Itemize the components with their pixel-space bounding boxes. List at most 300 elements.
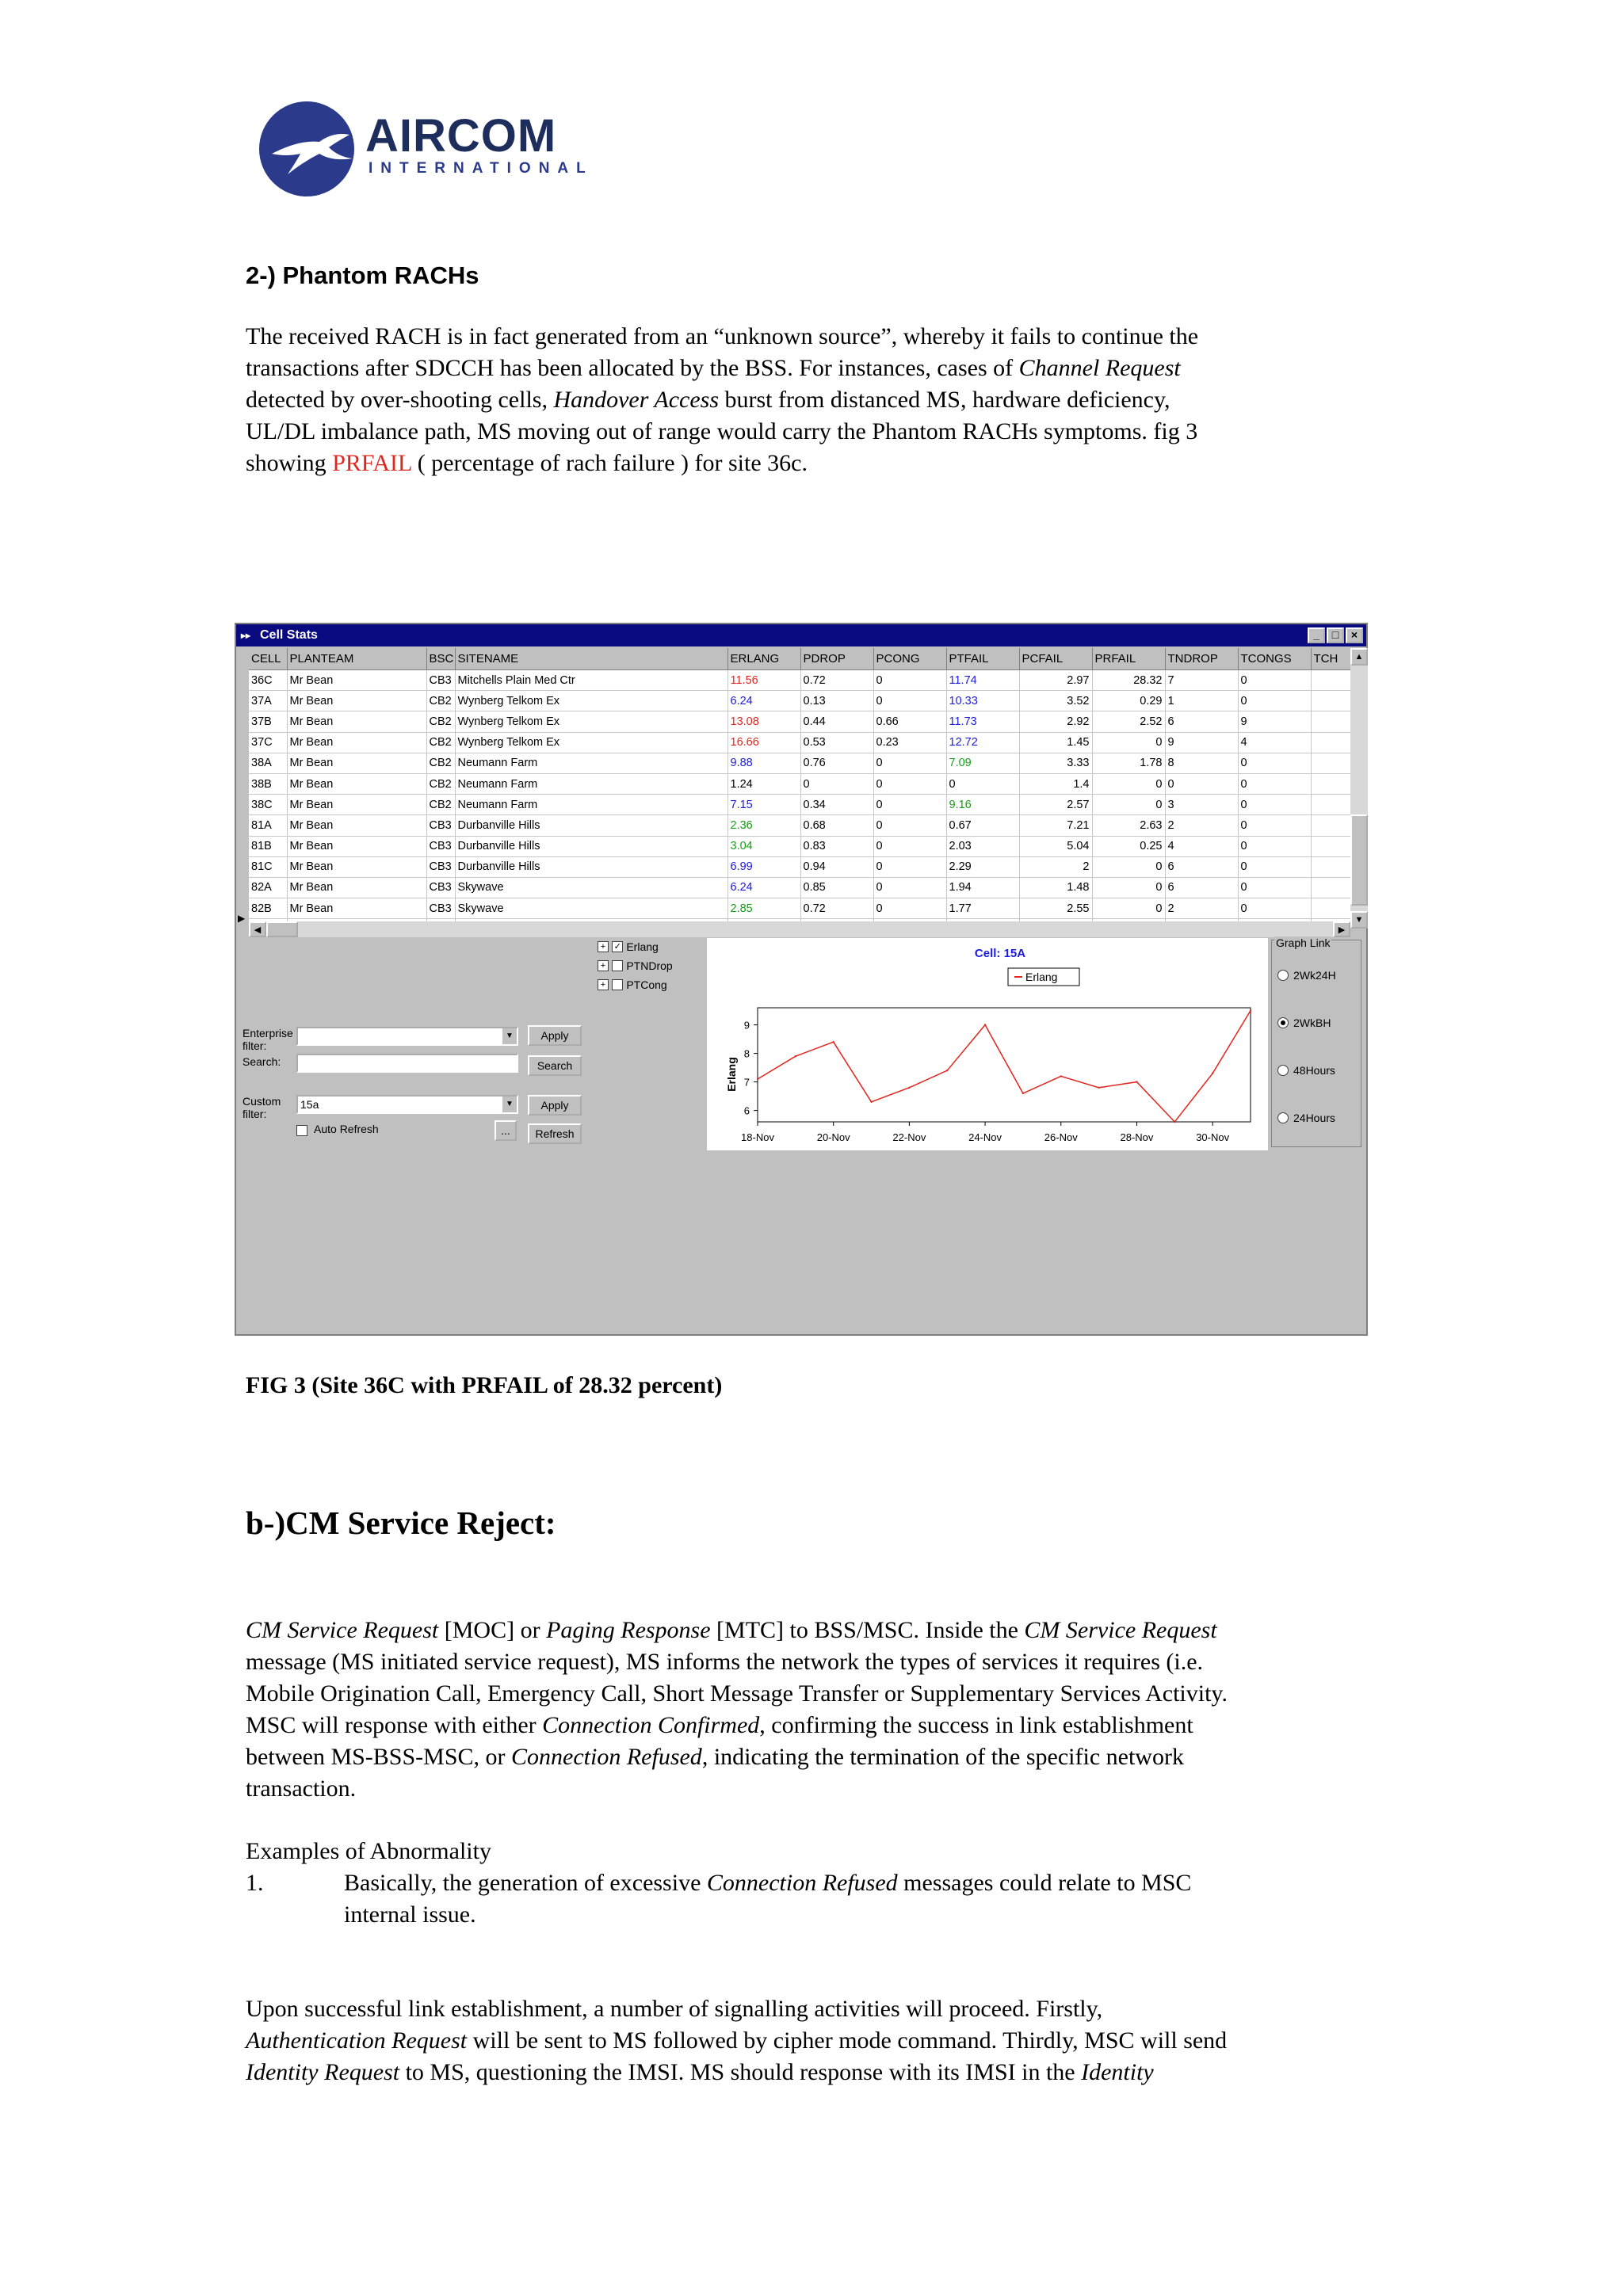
table-cell[interactable]: Durbanville Hills	[455, 815, 727, 836]
list-text: Basically, the generation of excessive Connection Refused messages could relate to MSC internal issue.	[344, 1870, 1192, 1928]
apply-enterprise-button[interactable]: Apply	[528, 1025, 582, 1046]
data-point	[795, 1055, 796, 1057]
table-cell[interactable]: 2.97	[1019, 670, 1092, 691]
cm-service-paragraph	[246, 1615, 1377, 1805]
table-cell[interactable]: 0.34	[800, 795, 873, 815]
window-title: Cell Stats	[260, 628, 318, 642]
table-cell[interactable]: Mr Bean	[287, 773, 426, 794]
table-cell[interactable]	[1311, 836, 1350, 856]
vertical-scroll-thumb[interactable]	[1350, 814, 1368, 906]
data-point	[832, 1041, 834, 1043]
para-line: CM Service Request [MOC] or Paging Response [MTC] to BSS/MSC. Inside the CM Service Request	[246, 1617, 1217, 1643]
table-cell[interactable]: 0	[1092, 877, 1165, 898]
chart-title: Cell: 15A	[974, 947, 1026, 960]
prfail-highlight: PRFAIL	[332, 450, 412, 476]
table-cell[interactable]: CB3	[426, 898, 455, 919]
table-cell[interactable]: 1	[1165, 691, 1238, 711]
table-row[interactable]	[249, 815, 1350, 836]
table-cell[interactable]: 0.85	[800, 877, 873, 898]
table-cell[interactable]: 1.48	[1019, 877, 1092, 898]
table-row[interactable]	[249, 795, 1350, 815]
table-row[interactable]	[249, 670, 1350, 691]
table-cell[interactable]: 1.24	[727, 773, 800, 794]
table-cell[interactable]: 6.24	[727, 877, 800, 898]
table-cell[interactable]: 9.88	[727, 753, 800, 773]
table-cell[interactable]	[1311, 732, 1350, 753]
table-cell[interactable]: 37A	[249, 691, 287, 711]
radio-label: 24Hours	[1293, 1112, 1335, 1125]
graph-link-option[interactable]	[1277, 968, 1336, 982]
table-cell[interactable]: 0	[1092, 856, 1165, 877]
table-cell[interactable]: 1.94	[946, 877, 1019, 898]
table-cell[interactable]: 38C	[249, 795, 287, 815]
table-cell[interactable]: 9	[1165, 732, 1238, 753]
table-cell[interactable]: 16.66	[727, 732, 800, 753]
minimize-button[interactable]: _	[1308, 627, 1325, 643]
scroll-right-button[interactable]: ▶	[1333, 921, 1350, 937]
table-cell[interactable]: 9.16	[946, 795, 1019, 815]
table-row[interactable]	[249, 877, 1350, 898]
data-point	[1212, 1073, 1213, 1074]
current-row-indicator-icon: ▶	[238, 913, 246, 924]
table-cell[interactable]: 0	[873, 877, 946, 898]
examples-block	[246, 1836, 1377, 1931]
table-cell[interactable]: 36C	[249, 670, 287, 691]
graph-link-option[interactable]	[1277, 1063, 1335, 1077]
data-point	[908, 1087, 910, 1089]
table-cell[interactable]	[1311, 856, 1350, 877]
chevron-down-icon[interactable]: ▼	[502, 1028, 517, 1044]
table-cell[interactable]: 0	[1092, 732, 1165, 753]
horizontal-scrollbar[interactable]	[249, 921, 1350, 937]
radio-label: 2WkBH	[1293, 1016, 1331, 1030]
table-cell[interactable]: CB3	[426, 836, 455, 856]
table-cell[interactable]: Durbanville Hills	[455, 836, 727, 856]
erlang-line-chart	[707, 938, 1268, 1150]
table-cell[interactable]: Wynberg Telkom Ex	[455, 691, 727, 711]
para-line: Authentication Request will be sent to MS followed by cipher mode command. Thirdly, MSC will send	[246, 2027, 1228, 2054]
bird-logo-icon	[256, 98, 357, 200]
table-cell[interactable]: 28.32	[1092, 670, 1165, 691]
expand-icon[interactable]: +	[598, 960, 609, 971]
series-item-ptndrop[interactable]: + PTNDrop	[598, 959, 673, 972]
table-cell[interactable]: CB2	[426, 795, 455, 815]
table-cell[interactable]: 0	[873, 898, 946, 919]
table-cell[interactable]: 0	[1238, 753, 1311, 773]
list-number: 1.	[246, 1870, 264, 1896]
table-cell[interactable]: Mr Bean	[287, 815, 426, 836]
data-point	[870, 1101, 872, 1103]
table-header-row	[249, 648, 1350, 670]
table-cell[interactable]: 2.03	[946, 836, 1019, 856]
table-cell[interactable]: 7.15	[727, 795, 800, 815]
table-cell[interactable]: 11.74	[946, 670, 1019, 691]
data-point	[1174, 1121, 1175, 1123]
table-cell[interactable]: 0.83	[800, 836, 873, 856]
para-line: transaction.	[246, 1775, 357, 1802]
para-line: between MS-BSS-MSC, or Connection Refused, indicating the termination of the specific network	[246, 1744, 1184, 1770]
x-tick-label: 20-Nov	[816, 1131, 850, 1143]
column-header[interactable]: PRFAIL	[1092, 648, 1165, 670]
table-cell[interactable]: 2.63	[1092, 815, 1165, 836]
table-cell[interactable]: Skywave	[455, 877, 727, 898]
table-cell[interactable]: 0	[873, 773, 946, 794]
table-cell[interactable]: 0	[1092, 795, 1165, 815]
auto-refresh-checkbox[interactable]	[296, 1125, 307, 1136]
column-header[interactable]: PDROP	[800, 648, 873, 670]
table-cell[interactable]: Neumann Farm	[455, 795, 727, 815]
data-point	[984, 1024, 986, 1025]
stats-table	[249, 648, 1350, 921]
data-point	[1136, 1081, 1137, 1082]
table-cell[interactable]: Mr Bean	[287, 795, 426, 815]
x-tick-label: 26-Nov	[1044, 1131, 1078, 1143]
figure-caption: FIG 3 (Site 36C with PRFAIL of 28.32 percent)	[246, 1372, 723, 1398]
table-cell[interactable]: 0	[1092, 898, 1165, 919]
table-cell[interactable]: CB3	[426, 877, 455, 898]
table-cell[interactable]: 12.72	[946, 732, 1019, 753]
table-cell[interactable]: 0	[1092, 773, 1165, 794]
column-header[interactable]: CELL	[249, 648, 287, 670]
table-cell[interactable]: Skywave	[455, 898, 727, 919]
graph-link-group	[1270, 938, 1363, 1150]
column-header[interactable]: TCH	[1311, 648, 1350, 670]
graph-link-option[interactable]	[1277, 1016, 1331, 1029]
table-cell[interactable]: 2	[1165, 898, 1238, 919]
column-header[interactable]: PLANTEAM	[287, 648, 426, 670]
scroll-left-button[interactable]: ◀	[249, 921, 266, 937]
table-cell[interactable]: 2.55	[1019, 898, 1092, 919]
series-item-ptcong[interactable]: + PTCong	[598, 978, 667, 991]
para-line: Mobile Origination Call, Emergency Call, Short Message Transfer or Supplementary Services Activity.	[246, 1680, 1228, 1707]
table-cell[interactable]: 6.99	[727, 856, 800, 877]
column-header[interactable]: SITENAME	[455, 648, 727, 670]
table-cell[interactable]: 2.92	[1019, 711, 1092, 732]
table-cell[interactable]	[1311, 877, 1350, 898]
table-cell[interactable]: 37C	[249, 732, 287, 753]
column-header[interactable]: PTFAIL	[946, 648, 1019, 670]
y-axis-label: Erlang	[725, 1057, 738, 1092]
data-point	[946, 1070, 948, 1071]
maximize-button[interactable]: □	[1327, 627, 1344, 643]
table-cell[interactable]: 2	[1019, 856, 1092, 877]
legend-label: Erlang	[1025, 971, 1058, 983]
column-header[interactable]: PCFAIL	[1019, 648, 1092, 670]
ptcong-checkbox[interactable]	[612, 979, 623, 990]
table-cell[interactable]: Mr Bean	[287, 836, 426, 856]
table-cell[interactable]: Mr Bean	[287, 877, 426, 898]
table-cell[interactable]: CB2	[426, 711, 455, 732]
table-cell[interactable]: CB3	[426, 815, 455, 836]
table-cell[interactable]	[1311, 815, 1350, 836]
ellipsis-button[interactable]: ...	[495, 1120, 517, 1141]
table-cell[interactable]: 0.67	[946, 815, 1019, 836]
table-cell[interactable]	[1311, 753, 1350, 773]
column-header[interactable]: TCONGS	[1238, 648, 1311, 670]
enterprise-filter-label: Enterprise filter:	[242, 1027, 293, 1052]
table-cell[interactable]: CB3	[426, 670, 455, 691]
para-line: message (MS initiated service request), MS informs the network the types of services it requires (i.e.	[246, 1649, 1204, 1675]
table-cell[interactable]: Mr Bean	[287, 691, 426, 711]
table-cell[interactable]: CB2	[426, 691, 455, 711]
expand-icon[interactable]: +	[598, 979, 609, 990]
examples-title: Examples of Abnormality	[246, 1838, 491, 1864]
table-cell[interactable]	[1311, 691, 1350, 711]
search-label: Search:	[242, 1055, 281, 1068]
table-cell[interactable]: 0.76	[800, 753, 873, 773]
table-row[interactable]	[249, 732, 1350, 753]
table-cell[interactable]: 82A	[249, 877, 287, 898]
erlang-checkbox[interactable]: ✓	[612, 941, 623, 952]
table-cell[interactable]: 6	[1165, 877, 1238, 898]
table-cell[interactable]	[1311, 795, 1350, 815]
table-cell[interactable]: 38A	[249, 753, 287, 773]
section-heading-phantom-rachs: 2-) Phantom RACHs	[246, 261, 479, 289]
table-cell[interactable]: 0.68	[800, 815, 873, 836]
table-cell[interactable]: 81C	[249, 856, 287, 877]
radio-button[interactable]	[1277, 970, 1289, 981]
custom-filter-label: Custom filter:	[242, 1095, 281, 1120]
table-cell[interactable]: 0.72	[800, 898, 873, 919]
table-cell[interactable]: 3	[1165, 795, 1238, 815]
table-cell[interactable]: 0	[1238, 836, 1311, 856]
custom-filter-select[interactable]: 15a ▼	[296, 1095, 518, 1114]
table-cell[interactable]: 2	[1165, 815, 1238, 836]
table-row[interactable]	[249, 753, 1350, 773]
table-cell[interactable]	[1311, 898, 1350, 919]
table-cell[interactable]: 2.52	[1092, 711, 1165, 732]
table-cell[interactable]: 7.09	[946, 753, 1019, 773]
table-cell[interactable]: 6	[1165, 711, 1238, 732]
table-cell[interactable]: 0	[1238, 670, 1311, 691]
table-cell[interactable]: Wynberg Telkom Ex	[455, 711, 727, 732]
phantom-rach-paragraph	[246, 321, 1377, 479]
table-cell[interactable]: 82B	[249, 898, 287, 919]
expand-icon[interactable]: +	[598, 941, 609, 952]
search-button[interactable]: Search	[528, 1055, 582, 1076]
table-cell[interactable]: 1.45	[1019, 732, 1092, 753]
table-cell[interactable]: 0	[1165, 773, 1238, 794]
table-row[interactable]	[249, 773, 1350, 794]
table-cell[interactable]: 37B	[249, 711, 287, 732]
refresh-button[interactable]: Refresh	[528, 1123, 582, 1144]
radio-label: 48Hours	[1293, 1064, 1335, 1077]
para-line: showing PRFAIL ( percentage of rach failure ) for site 36c.	[246, 450, 808, 476]
table-cell[interactable]: 0.25	[1092, 836, 1165, 856]
table-cell[interactable]: 3.33	[1019, 753, 1092, 773]
close-button[interactable]: ×	[1346, 627, 1363, 643]
table-cell[interactable]: 2.29	[946, 856, 1019, 877]
filter-panel	[236, 938, 593, 1150]
table-cell[interactable]: 5.04	[1019, 836, 1092, 856]
table-cell[interactable]: Mr Bean	[287, 898, 426, 919]
table-cell[interactable]: 0	[1238, 856, 1311, 877]
window-titlebar[interactable]	[236, 624, 1366, 646]
radio-label: 2Wk24H	[1293, 969, 1336, 982]
table-cell[interactable]: 13.08	[727, 711, 800, 732]
table-cell[interactable]: 0.44	[800, 711, 873, 732]
graph-link-title: Graph Link	[1276, 936, 1331, 949]
table-cell[interactable]: Mr Bean	[287, 711, 426, 732]
table-cell[interactable]: 2.36	[727, 815, 800, 836]
chart-pane	[707, 938, 1268, 1150]
table-cell[interactable]: 0	[873, 856, 946, 877]
scroll-down-button[interactable]: ▼	[1350, 911, 1368, 929]
ptndrop-checkbox[interactable]	[612, 960, 623, 971]
table-row[interactable]	[249, 836, 1350, 856]
logo-brand: AIRCOM	[365, 110, 557, 162]
table-cell[interactable]: 38B	[249, 773, 287, 794]
table-cell[interactable]: CB2	[426, 773, 455, 794]
y-tick-label: 9	[743, 1019, 750, 1032]
table-cell[interactable]: 2.85	[727, 898, 800, 919]
table-cell[interactable]: 0	[1238, 691, 1311, 711]
data-point	[1098, 1087, 1099, 1089]
y-tick-label: 8	[743, 1047, 750, 1060]
table-cell[interactable]: 0	[873, 795, 946, 815]
y-tick-label: 7	[743, 1076, 750, 1089]
chevron-down-icon[interactable]: ▼	[502, 1097, 517, 1112]
table-cell[interactable]: 0	[1238, 795, 1311, 815]
table-cell[interactable]: 0.94	[800, 856, 873, 877]
table-cell[interactable]: 0	[1238, 815, 1311, 836]
radio-button[interactable]	[1277, 1017, 1289, 1028]
table-cell[interactable]: Mr Bean	[287, 856, 426, 877]
table-cell[interactable]: Mr Bean	[287, 670, 426, 691]
table-cell[interactable]: 7	[1165, 670, 1238, 691]
x-tick-label: 30-Nov	[1196, 1131, 1230, 1143]
horizontal-scroll-thumb[interactable]	[266, 921, 298, 937]
apply-custom-button[interactable]: Apply	[528, 1095, 582, 1116]
table-cell[interactable]: 10.33	[946, 691, 1019, 711]
data-point	[757, 1078, 758, 1080]
section-heading-cm-service-reject: b-)CM Service Reject:	[246, 1505, 556, 1541]
table-cell[interactable]: 0	[873, 670, 946, 691]
table-cell[interactable]	[1311, 670, 1350, 691]
table-cell[interactable]: 81B	[249, 836, 287, 856]
table-row[interactable]	[249, 691, 1350, 711]
cell-stats-window	[235, 623, 1368, 1336]
column-header[interactable]: ERLANG	[727, 648, 800, 670]
table-cell[interactable]: 1.77	[946, 898, 1019, 919]
list-item	[246, 1867, 1377, 1931]
table-cell[interactable]: 4	[1238, 732, 1311, 753]
table-cell[interactable]: Neumann Farm	[455, 773, 727, 794]
table-cell[interactable]: 0.23	[873, 732, 946, 753]
series-item-erlang[interactable]: + ✓ Erlang	[598, 940, 659, 953]
column-header[interactable]: BSC	[426, 648, 455, 670]
x-tick-label: 24-Nov	[968, 1131, 1002, 1143]
x-tick-label: 22-Nov	[892, 1131, 926, 1143]
table-cell[interactable]: 0	[873, 836, 946, 856]
para-line: detected by over-shooting cells, Handover Access burst from distanced MS, hardware deficiency,	[246, 387, 1170, 413]
table-cell[interactable]: CB2	[426, 753, 455, 773]
enterprise-filter-select[interactable]	[296, 1027, 518, 1046]
table-cell[interactable]: 1.78	[1092, 753, 1165, 773]
cell-stats-grid	[249, 648, 1350, 921]
aircom-logo	[256, 97, 594, 200]
para-line: MSC will response with either Connection Confirmed, confirming the success in link establishment	[246, 1712, 1193, 1738]
logo-subtitle: INTERNATIONAL	[369, 160, 594, 177]
table-cell[interactable]	[1311, 711, 1350, 732]
radio-button[interactable]	[1277, 1065, 1289, 1076]
x-tick-label: 28-Nov	[1120, 1131, 1154, 1143]
scroll-up-button[interactable]: ▲	[1350, 648, 1368, 666]
auto-refresh-label: Auto Refresh	[314, 1123, 379, 1135]
table-cell[interactable]: 1.4	[1019, 773, 1092, 794]
row-selector-column	[236, 648, 249, 924]
signalling-paragraph	[246, 1993, 1377, 2088]
table-cell[interactable]: 0	[1238, 877, 1311, 898]
radio-button[interactable]	[1277, 1112, 1289, 1123]
column-header[interactable]: TNDROP	[1165, 648, 1238, 670]
table-cell[interactable]: Durbanville Hills	[455, 856, 727, 877]
series-list	[594, 938, 705, 1150]
table-cell[interactable]: 7.21	[1019, 815, 1092, 836]
data-point	[1250, 1009, 1251, 1011]
para-line: Identity Request to MS, questioning the IMSI. MS should response with its IMSI in the Identity	[246, 2059, 1154, 2085]
table-cell[interactable]: 0	[1238, 773, 1311, 794]
table-cell[interactable]: 0	[1238, 898, 1311, 919]
x-tick-label: 18-Nov	[741, 1131, 774, 1143]
table-cell[interactable]: Mitchells Plain Med Ctr	[455, 670, 727, 691]
data-point	[1060, 1075, 1062, 1077]
table-cell[interactable]: Wynberg Telkom Ex	[455, 732, 727, 753]
table-row[interactable]	[249, 856, 1350, 877]
graph-link-option[interactable]	[1277, 1111, 1335, 1124]
table-cell[interactable]: Mr Bean	[287, 732, 426, 753]
table-cell[interactable]: 11.73	[946, 711, 1019, 732]
table-cell[interactable]: 4	[1165, 836, 1238, 856]
table-cell[interactable]: 2.57	[1019, 795, 1092, 815]
table-cell[interactable]: 3.04	[727, 836, 800, 856]
table-cell[interactable]: Mr Bean	[287, 753, 426, 773]
table-cell[interactable]: 0.53	[800, 732, 873, 753]
table-cell[interactable]: Neumann Farm	[455, 753, 727, 773]
para-line: UL/DL imbalance path, MS moving out of range would carry the Phantom RACHs symptoms. fig 3	[246, 418, 1198, 444]
table-cell[interactable]: 11.56	[727, 670, 800, 691]
vertical-scrollbar[interactable]	[1350, 648, 1368, 929]
table-cell[interactable]: 0	[800, 773, 873, 794]
para-line: Upon successful link establishment, a number of signalling activities will proceed. Firstly,	[246, 1996, 1103, 2022]
table-cell[interactable]: 8	[1165, 753, 1238, 773]
window-menu-icon[interactable]: ▸▸	[241, 630, 251, 641]
table-row[interactable]	[249, 711, 1350, 732]
table-cell[interactable]: 6	[1165, 856, 1238, 877]
table-cell[interactable]: 0	[873, 753, 946, 773]
table-cell[interactable]: 0.29	[1092, 691, 1165, 711]
table-cell[interactable]: 81A	[249, 815, 287, 836]
table-cell[interactable]: 0.13	[800, 691, 873, 711]
column-header[interactable]: PCONG	[873, 648, 946, 670]
table-row[interactable]	[249, 898, 1350, 919]
table-cell[interactable]: 0	[873, 691, 946, 711]
table-cell[interactable]: 0	[873, 815, 946, 836]
table-cell[interactable]	[1311, 773, 1350, 794]
table-cell[interactable]: 9	[1238, 711, 1311, 732]
search-input[interactable]	[296, 1054, 518, 1073]
table-cell[interactable]: CB3	[426, 856, 455, 877]
table-cell[interactable]: 6.24	[727, 691, 800, 711]
data-point	[1022, 1093, 1024, 1094]
y-tick-label: 6	[743, 1104, 750, 1117]
para-line: The received RACH is in fact generated from an “unknown source”, whereby it fails to continue the	[246, 323, 1199, 349]
table-cell[interactable]: CB2	[426, 732, 455, 753]
table-cell[interactable]: 0.66	[873, 711, 946, 732]
table-cell[interactable]: 0	[946, 773, 1019, 794]
table-cell[interactable]: 3.52	[1019, 691, 1092, 711]
table-cell[interactable]: 0.72	[800, 670, 873, 691]
